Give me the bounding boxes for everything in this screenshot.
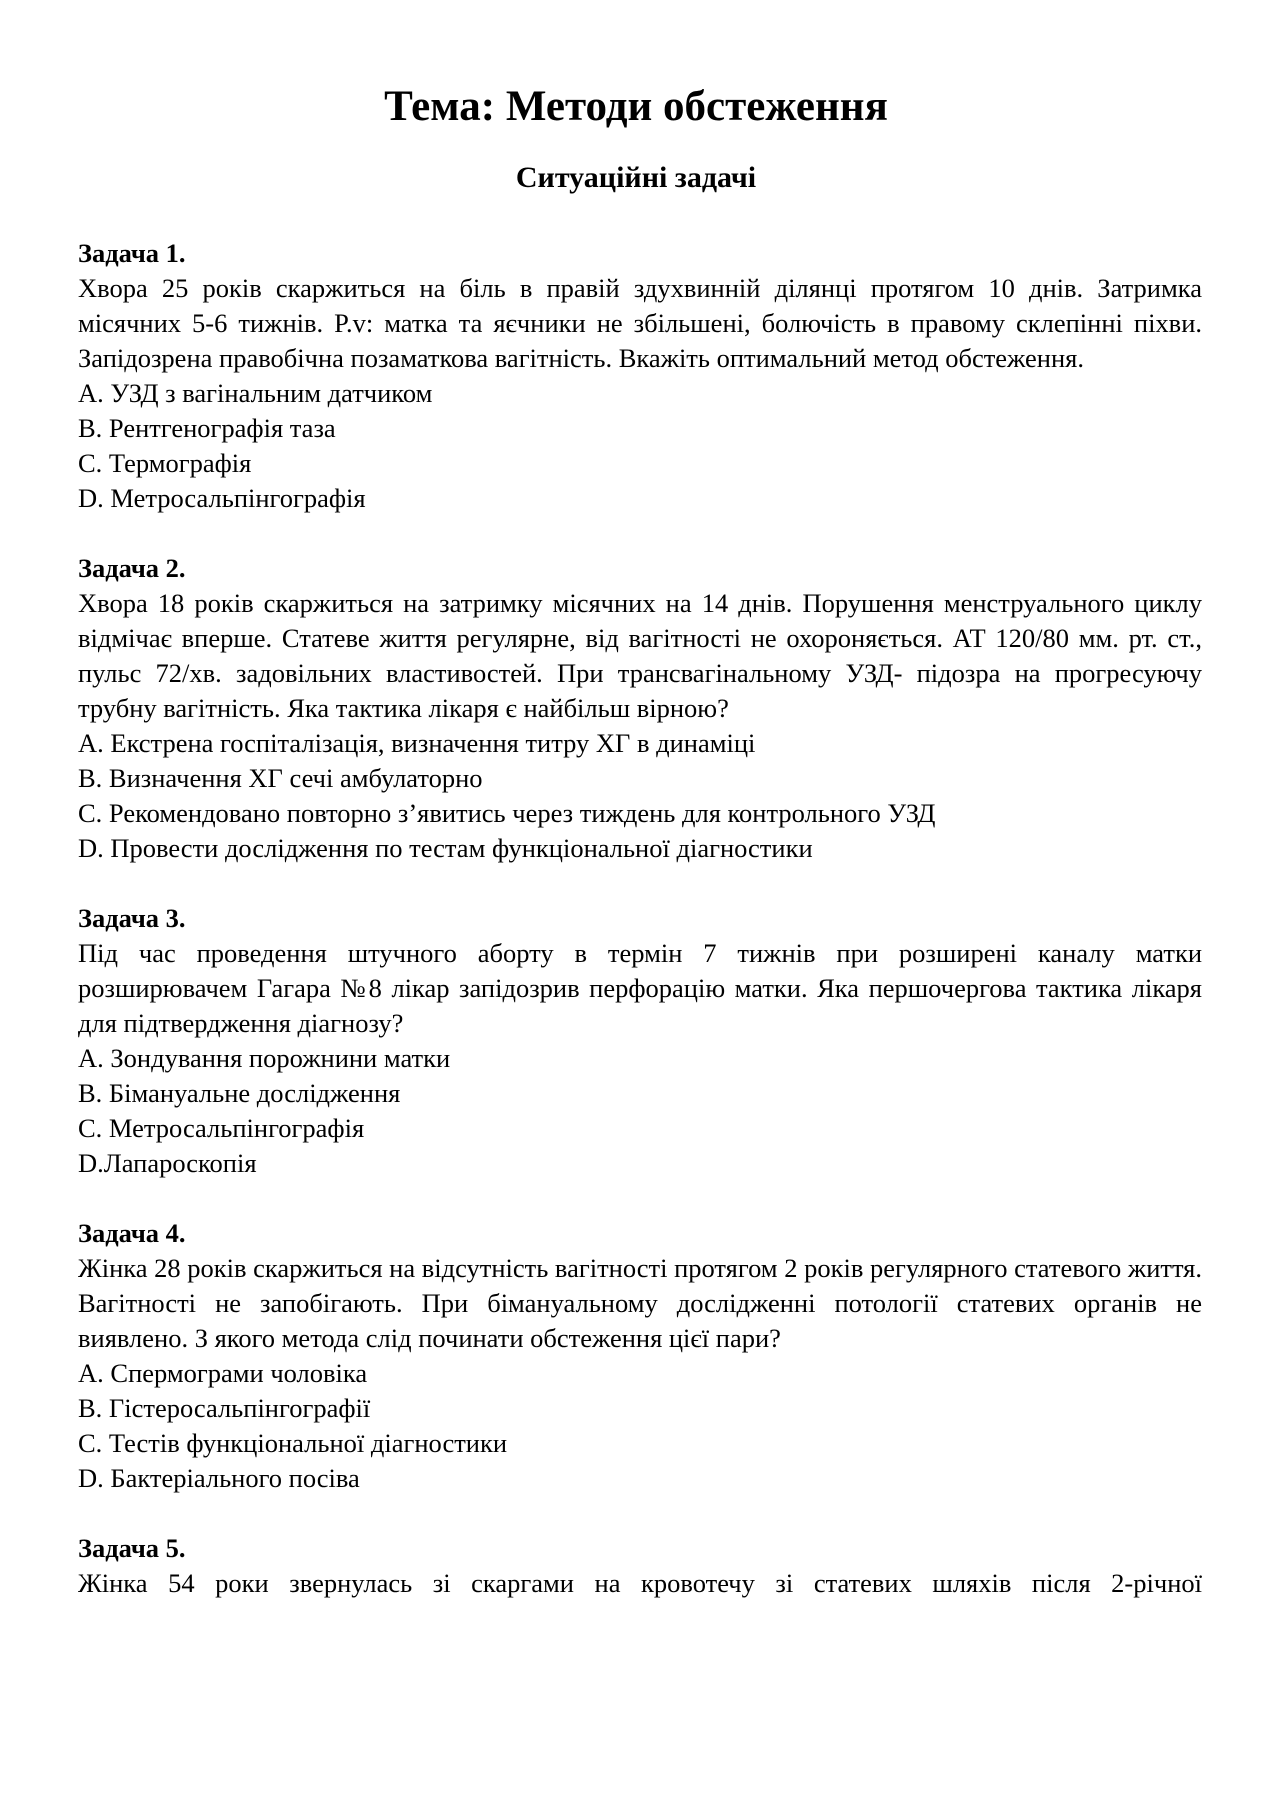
answer-option: A. Спермограми чоловіка: [78, 1358, 368, 1388]
task-separator: [78, 1181, 1202, 1216]
answer-options: [78, 1356, 1202, 1496]
answer-option: B. Визначення ХГ сечі амбулаторно: [78, 763, 483, 793]
page-subtitle: Ситуаційні задачі: [515, 161, 757, 194]
task-4: [78, 1216, 1202, 1496]
task-separator: [78, 1496, 1202, 1531]
task-3: [78, 901, 1202, 1181]
answer-option: C. Метросальпінгографія: [78, 1113, 365, 1143]
answer-option: B. Гістеросальпінгографії: [78, 1393, 371, 1423]
task-heading: Задача 4.: [78, 1218, 186, 1248]
task-text: Хвора 25 років скаржиться на біль в правій здухвинній ділянці протягом 10 днів. Затримка місячних 5-6 тижнів. P.v: матка та яєчники не збільшені, болючість в правому склепінні піхви. Запідозрена правобічна позаматкова вагітність. Вкажіть оптимальний метод обстеження.: [78, 273, 1202, 373]
answer-options: [78, 1041, 1202, 1181]
task-heading: Задача 1.: [78, 238, 186, 268]
task-2: [78, 551, 1202, 866]
task-separator: [78, 866, 1202, 901]
answer-option: D.Лапароскопія: [78, 1148, 257, 1178]
answer-option: C. Термографія: [78, 448, 252, 478]
task-heading: Задача 5.: [78, 1533, 186, 1563]
task-text: Хвора 18 років скаржиться на затримку місячних на 14 днів. Порушення менструального циклу відмічає вперше. Статеве життя регулярне, від вагітності не охороняється. АТ 120/80 мм. рт. ст., пульс 72/хв. задовільних властивостей. При трансвагінальному УЗД- підозра на прогресуючу трубну вагітність. Яка тактика лікаря є найбільш вірною?: [78, 588, 1202, 723]
answer-option: A. Екстрена госпіталізація, визначення титру ХГ в динаміці: [78, 728, 756, 758]
document-page: [78, 76, 1202, 1601]
answer-options: [78, 726, 1202, 866]
page-title: Тема: Методи обстеження: [384, 83, 888, 130]
task-1: [78, 236, 1202, 516]
answer-options: [78, 376, 1202, 516]
task-text: Жінка 54 роки звернулась зі скаргами на кровотечу зі статевих шляхів після 2-річної: [78, 1568, 1202, 1598]
task-heading: Задача 3.: [78, 903, 186, 933]
answer-option: A. Зондування порожнини матки: [78, 1043, 451, 1073]
task-list: [78, 236, 1202, 1601]
task-text: Жінка 28 років скаржиться на відсутність вагітності протягом 2 років регулярного статевого життя. Вагітності не запобігають. При бімануальному дослідженні потології статевих органів не виявлено. З якого метода слід починати обстеження цієї пари?: [78, 1253, 1202, 1353]
answer-option: B. Бімануальне дослідження: [78, 1078, 401, 1108]
task-separator: [78, 516, 1202, 551]
answer-option: A. УЗД з вагінальним датчиком: [78, 378, 433, 408]
answer-option: C. Тестів функціональної діагностики: [78, 1428, 508, 1458]
answer-option: C. Рекомендовано повторно з’явитись через тиждень для контрольного УЗД: [78, 798, 936, 828]
answer-option: D. Метросальпінгографія: [78, 483, 366, 513]
task-5: [78, 1531, 1202, 1601]
answer-option: D. Бактеріального посіва: [78, 1463, 360, 1493]
answer-option: B. Рентгенографія таза: [78, 413, 336, 443]
task-heading: Задача 2.: [78, 553, 186, 583]
task-text: Під час проведення штучного аборту в термін 7 тижнів при розширені каналу матки розширювачем Гагара №8 лікар запідозрив перфорацію матки. Яка першочергова тактика лікаря для підтвердження діагнозу?: [78, 938, 1202, 1038]
answer-option: D. Провести дослідження по тестам функціональної діагностики: [78, 833, 813, 863]
